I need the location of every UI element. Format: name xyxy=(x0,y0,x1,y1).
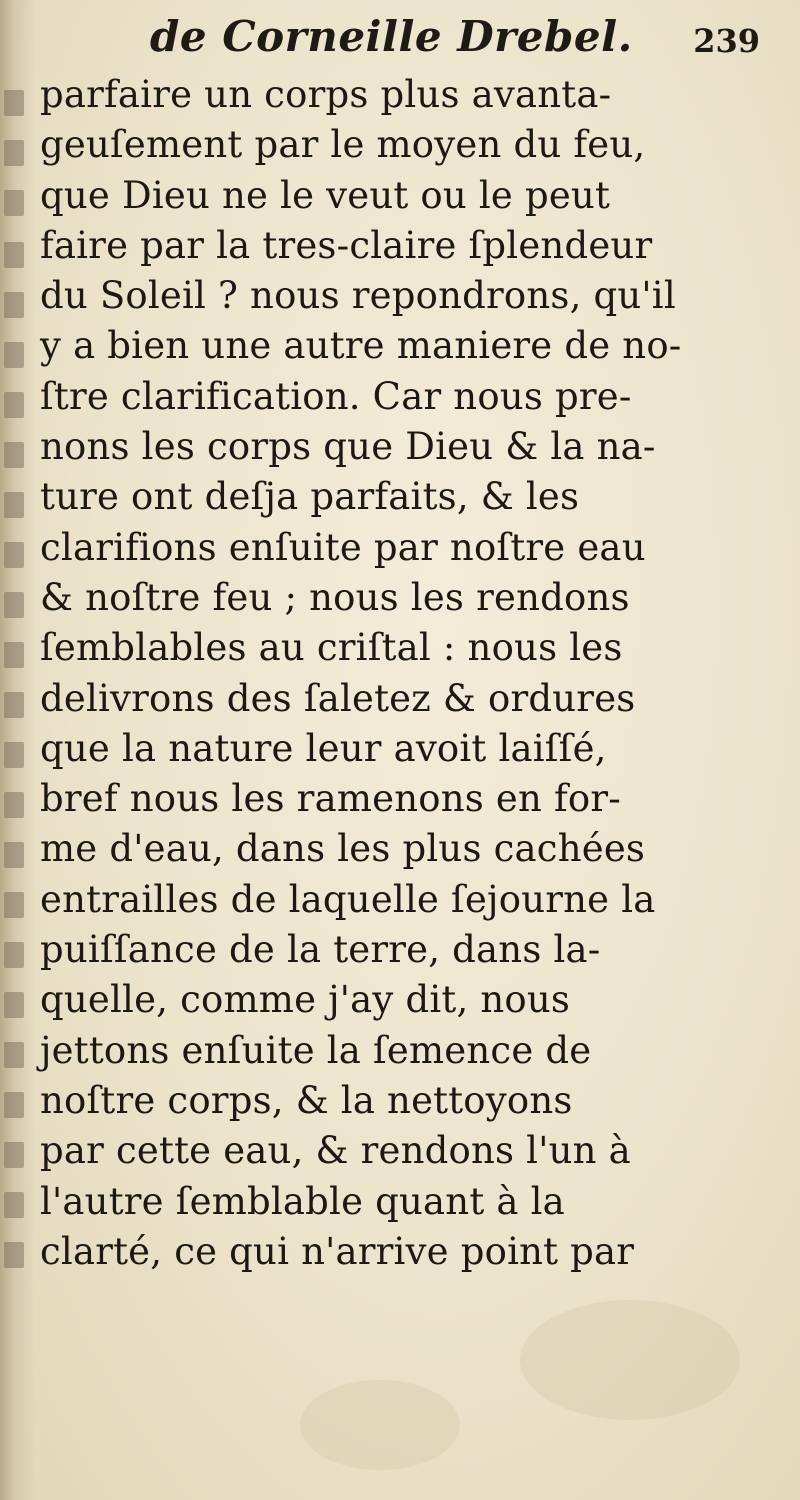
text-line: clarifions enſuite par noſtre eau xyxy=(40,525,646,569)
paper-stain xyxy=(520,1300,740,1420)
text-line: que la nature leur avoit laiſſé, xyxy=(40,726,607,770)
text-line: faire par la tres-claire ſplendeur xyxy=(40,223,653,267)
bleed-through-marks xyxy=(4,70,28,1310)
text-line: me d'eau, dans les plus cachées xyxy=(40,827,646,871)
text-line: geuſement par le moyen du feu, xyxy=(40,123,646,167)
text-line: bref nous les ramenons en for- xyxy=(40,777,621,821)
text-line: nons les corps que Dieu & la na- xyxy=(40,425,656,469)
text-line: clarté, ce qui n'arrive point par xyxy=(40,1229,635,1273)
text-line: & noſtre feu ; nous les rendons xyxy=(40,575,630,619)
text-line: jettons enſuite la ſemence de xyxy=(40,1028,592,1072)
text-line: y a bien une autre maniere de no- xyxy=(40,324,682,368)
text-line: ſtre clarification. Car nous pre- xyxy=(40,374,632,418)
text-line: puiſſance de la terre, dans la- xyxy=(40,928,601,972)
running-head-title: de Corneille Drebel. xyxy=(150,12,633,61)
text-line: ſemblables au criſtal : nous les xyxy=(40,626,623,670)
text-line: que Dieu ne le veut ou le peut xyxy=(40,173,611,217)
paper-stain xyxy=(300,1380,460,1470)
body-text xyxy=(40,70,762,1277)
text-line: entrailles de laquelle ſejourne la xyxy=(40,877,656,921)
text-line: noſtre corps, & la nettoyons xyxy=(40,1078,573,1122)
text-line: delivrons des ſaletez & ordures xyxy=(40,676,636,720)
text-line: l'autre ſemblable quant à la xyxy=(40,1179,565,1223)
text-line: du Soleil ? nous repondrons, qu'il xyxy=(40,274,676,318)
text-line: quelle, comme j'ay dit, nous xyxy=(40,978,571,1022)
text-line: parfaire un corps plus avanta- xyxy=(40,73,612,116)
text-line: ture ont deſja parfaits, & les xyxy=(40,475,580,519)
page-number: 239 xyxy=(693,22,760,60)
text-line: par cette eau, & rendons l'un à xyxy=(40,1129,631,1173)
running-head xyxy=(140,12,760,72)
